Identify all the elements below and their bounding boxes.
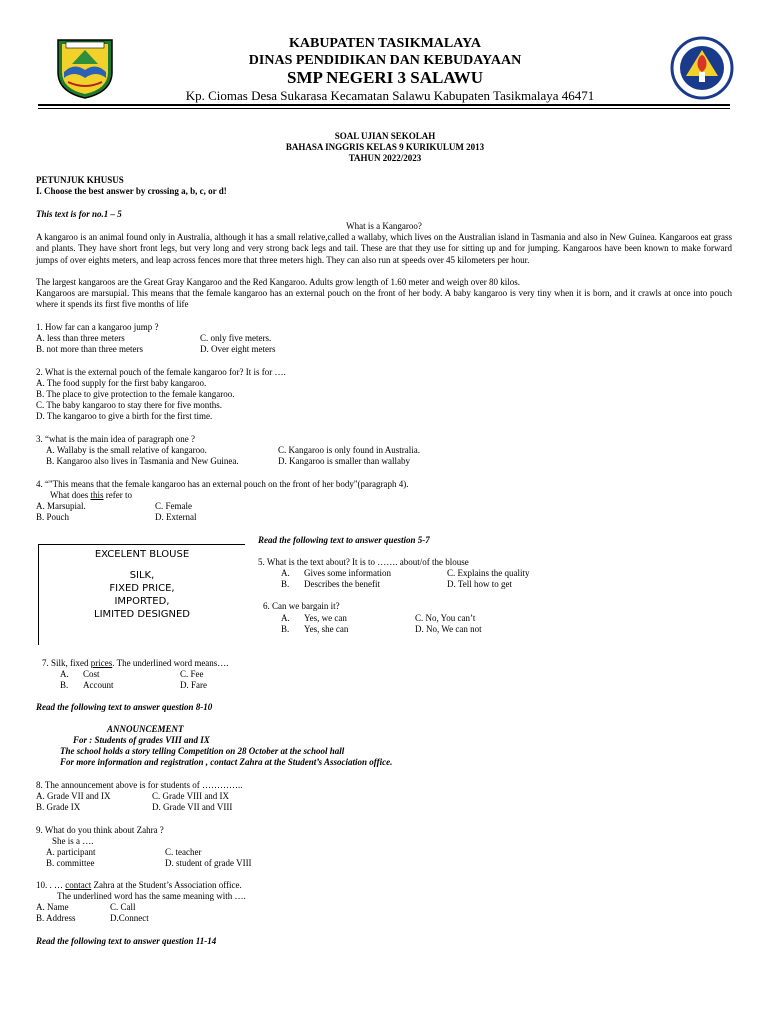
- underlined-word: contact: [65, 880, 92, 890]
- option-c[interactable]: C. No, You can’t: [415, 613, 476, 623]
- option-a[interactable]: A. Marsupial.: [36, 501, 86, 511]
- option-d[interactable]: D. Kangaroo is smaller than wallaby: [278, 456, 410, 466]
- option-a[interactable]: A. Grade VII and IX: [36, 791, 111, 801]
- district-name: KABUPATEN TASIKMALAYA: [288, 36, 482, 51]
- announcement-title: ANNOUNCEMENT: [107, 724, 184, 734]
- question-text: 2. What is the external pouch of the female kangaroo for? It is for ….: [36, 367, 286, 377]
- option-b[interactable]: B. Pouch: [36, 512, 70, 522]
- ad-line: FIXED PRICE,: [109, 583, 175, 594]
- ad-title: EXCELENT BLOUSE: [94, 549, 190, 560]
- option-d[interactable]: D. Grade VII and VIII: [152, 802, 233, 812]
- text3-intro: Read the following text to answer question 8-10: [36, 702, 213, 712]
- option-a[interactable]: Gives some information: [304, 568, 391, 578]
- department-name: DINAS PENDIDIKAN DAN KEBUDAYAAN: [248, 53, 522, 68]
- question-text: 6. Can we bargain it?: [263, 601, 340, 611]
- ad-line: SILK,: [129, 570, 155, 581]
- exam-title: SOAL UJIAN SEKOLAH: [334, 131, 436, 141]
- option-b-letter: B.: [281, 579, 290, 589]
- question-text: 7. Silk, fixed prices. The underlined word means….: [42, 658, 229, 668]
- district-logo: [52, 34, 118, 100]
- option-d[interactable]: D. The kangaroo to give a birth for the first time.: [36, 411, 213, 421]
- option-b-letter: B.: [60, 680, 69, 690]
- option-a[interactable]: A. Wallaby is the small relative of kangaroo.: [46, 445, 207, 455]
- header-rule-thick: [38, 104, 730, 106]
- text1-paragraph-2: The largest kangaroos are the Great Gray Kangaroo and the Red Kangaroo. Adults grow length of 1.60 meter and weigh over 80 kilos.: [36, 277, 520, 287]
- option-d[interactable]: D. student of grade VIII: [165, 858, 252, 868]
- instructions-line: I. Choose the best answer by crossing a, b, c, or d!: [36, 186, 227, 196]
- option-a[interactable]: A. less than three meters: [36, 333, 125, 343]
- exam-subject: BAHASA INGGRIS KELAS 9 KURIKULUM 2013: [285, 142, 485, 152]
- option-c[interactable]: C. Call: [110, 902, 136, 912]
- question-text: 3. “what is the main idea of paragraph one ?: [36, 434, 195, 444]
- option-b-letter: B.: [281, 624, 290, 634]
- question-text: 8. The announcement above is for students of …………..: [36, 780, 243, 790]
- option-a[interactable]: A. Name: [36, 902, 69, 912]
- question-text: 5. What is the text about? It is to ……. about/of the blouse: [258, 557, 469, 567]
- option-a[interactable]: A. The food supply for the first baby kangaroo.: [36, 378, 207, 388]
- option-a-letter: A.: [281, 568, 290, 578]
- option-c[interactable]: C. only five meters.: [200, 333, 272, 343]
- option-d[interactable]: D. Fare: [180, 680, 207, 690]
- option-c[interactable]: C. teacher: [165, 847, 202, 857]
- option-a-letter: A.: [60, 669, 69, 679]
- option-d[interactable]: D. External: [155, 512, 197, 522]
- text2-intro: Read the following text to answer question 5-7: [258, 535, 430, 545]
- option-b[interactable]: B. Kangaroo also lives in Tasmania and New Guinea.: [46, 456, 239, 466]
- option-a-letter: A.: [281, 613, 290, 623]
- option-b[interactable]: B. not more than three meters: [36, 344, 143, 354]
- option-a[interactable]: A. participant: [46, 847, 96, 857]
- question-text: 9. What do you think about Zahra ?: [36, 825, 164, 835]
- question-subtext: She is a ….: [52, 836, 94, 846]
- question-text: 4. “"This means that the female kangaroo has an external pouch on the front of her body"(paragraph 4).: [36, 479, 409, 489]
- text1-intro: This text is for no.1 – 5: [36, 209, 122, 219]
- underlined-word: this: [90, 490, 104, 500]
- option-c[interactable]: C. Grade VIII and IX: [152, 791, 230, 801]
- exam-year: TAHUN 2022/2023: [348, 153, 422, 163]
- option-c[interactable]: C. Female: [155, 501, 192, 511]
- header-rule-thin: [38, 108, 730, 109]
- option-c[interactable]: C. Kangaroo is only found in Australia.: [278, 445, 420, 455]
- advertisement-box: [38, 544, 245, 645]
- ad-line: IMPORTED,: [114, 596, 170, 607]
- option-c[interactable]: C. The baby kangaroo to stay there for five months.: [36, 400, 223, 410]
- option-b[interactable]: Yes, she can: [304, 624, 349, 634]
- text1-paragraph-3: Kangaroos are marsupial. This means that the female kangaroo has an external pouch on the front of her body. A baby kangaroo is very tiny when it is born, and it crawls at once into pouch where it spends its first five months of life: [36, 288, 732, 310]
- instructions-heading: PETUNJUK KHUSUS: [36, 175, 124, 185]
- announcement-line: For more information and registration , contact Zahra at the Student’s Association office.: [60, 757, 393, 767]
- option-b[interactable]: B. The place to give protection to the female kangaroo.: [36, 389, 235, 399]
- announcement-line: For : Students of grades VIII and IX: [73, 735, 210, 745]
- announcement-line: The school holds a story telling Competition on 28 October at the school hall: [60, 746, 345, 756]
- school-name: SMP NEGERI 3 SALAWU: [286, 68, 483, 87]
- question-subtext: What does this refer to: [50, 490, 132, 500]
- question-subtext: The underlined word has the same meaning with ….: [57, 891, 246, 901]
- option-d[interactable]: D.Connect: [110, 913, 149, 923]
- option-d[interactable]: D. Tell how to get: [447, 579, 512, 589]
- text1-title: What is a Kangaroo?: [346, 221, 422, 231]
- option-b[interactable]: B. committee: [46, 858, 95, 868]
- option-b[interactable]: B. Grade IX: [36, 802, 81, 812]
- question-text: 10. . … contact Zahra at the Student’s Association office.: [36, 880, 242, 890]
- school-logo: [670, 36, 734, 100]
- option-a[interactable]: Yes, we can: [304, 613, 347, 623]
- text4-intro: Read the following text to answer question 11-14: [36, 936, 217, 946]
- option-d[interactable]: D. Over eight meters: [200, 344, 276, 354]
- question-text: 1. How far can a kangaroo jump ?: [36, 322, 159, 332]
- underlined-word: prices: [90, 658, 113, 668]
- option-b[interactable]: Account: [83, 680, 114, 690]
- option-c[interactable]: C. Explains the quality: [447, 568, 530, 578]
- option-c[interactable]: C. Fee: [180, 669, 204, 679]
- option-d[interactable]: D. No, We can not: [415, 624, 482, 634]
- option-b[interactable]: Describes the benefit: [304, 579, 380, 589]
- ad-line: LIMITED DESIGNED: [94, 609, 190, 620]
- text1-paragraph-1: A kangaroo is an animal found only in Australia, although it has a small relative,called a wallaby, which lives on the Australian island in Tasmania and also in New Guinea. Kangaroos eat grass and plants. They have short front legs, but very long and very strong back legs and tail. These are that they use for sitting up and for jumping. Kangaroos have been known to make forward jumps of over eights meters, and leap across fences more that three meters high. They can also run at speeds over 45 kilometers per hour.: [36, 232, 732, 265]
- option-a[interactable]: Cost: [83, 669, 100, 679]
- school-address: Kp. Ciomas Desa Sukarasa Kecamatan Salawu Kabupaten Tasikmalaya 46471: [185, 88, 595, 103]
- option-b[interactable]: B. Address: [36, 913, 76, 923]
